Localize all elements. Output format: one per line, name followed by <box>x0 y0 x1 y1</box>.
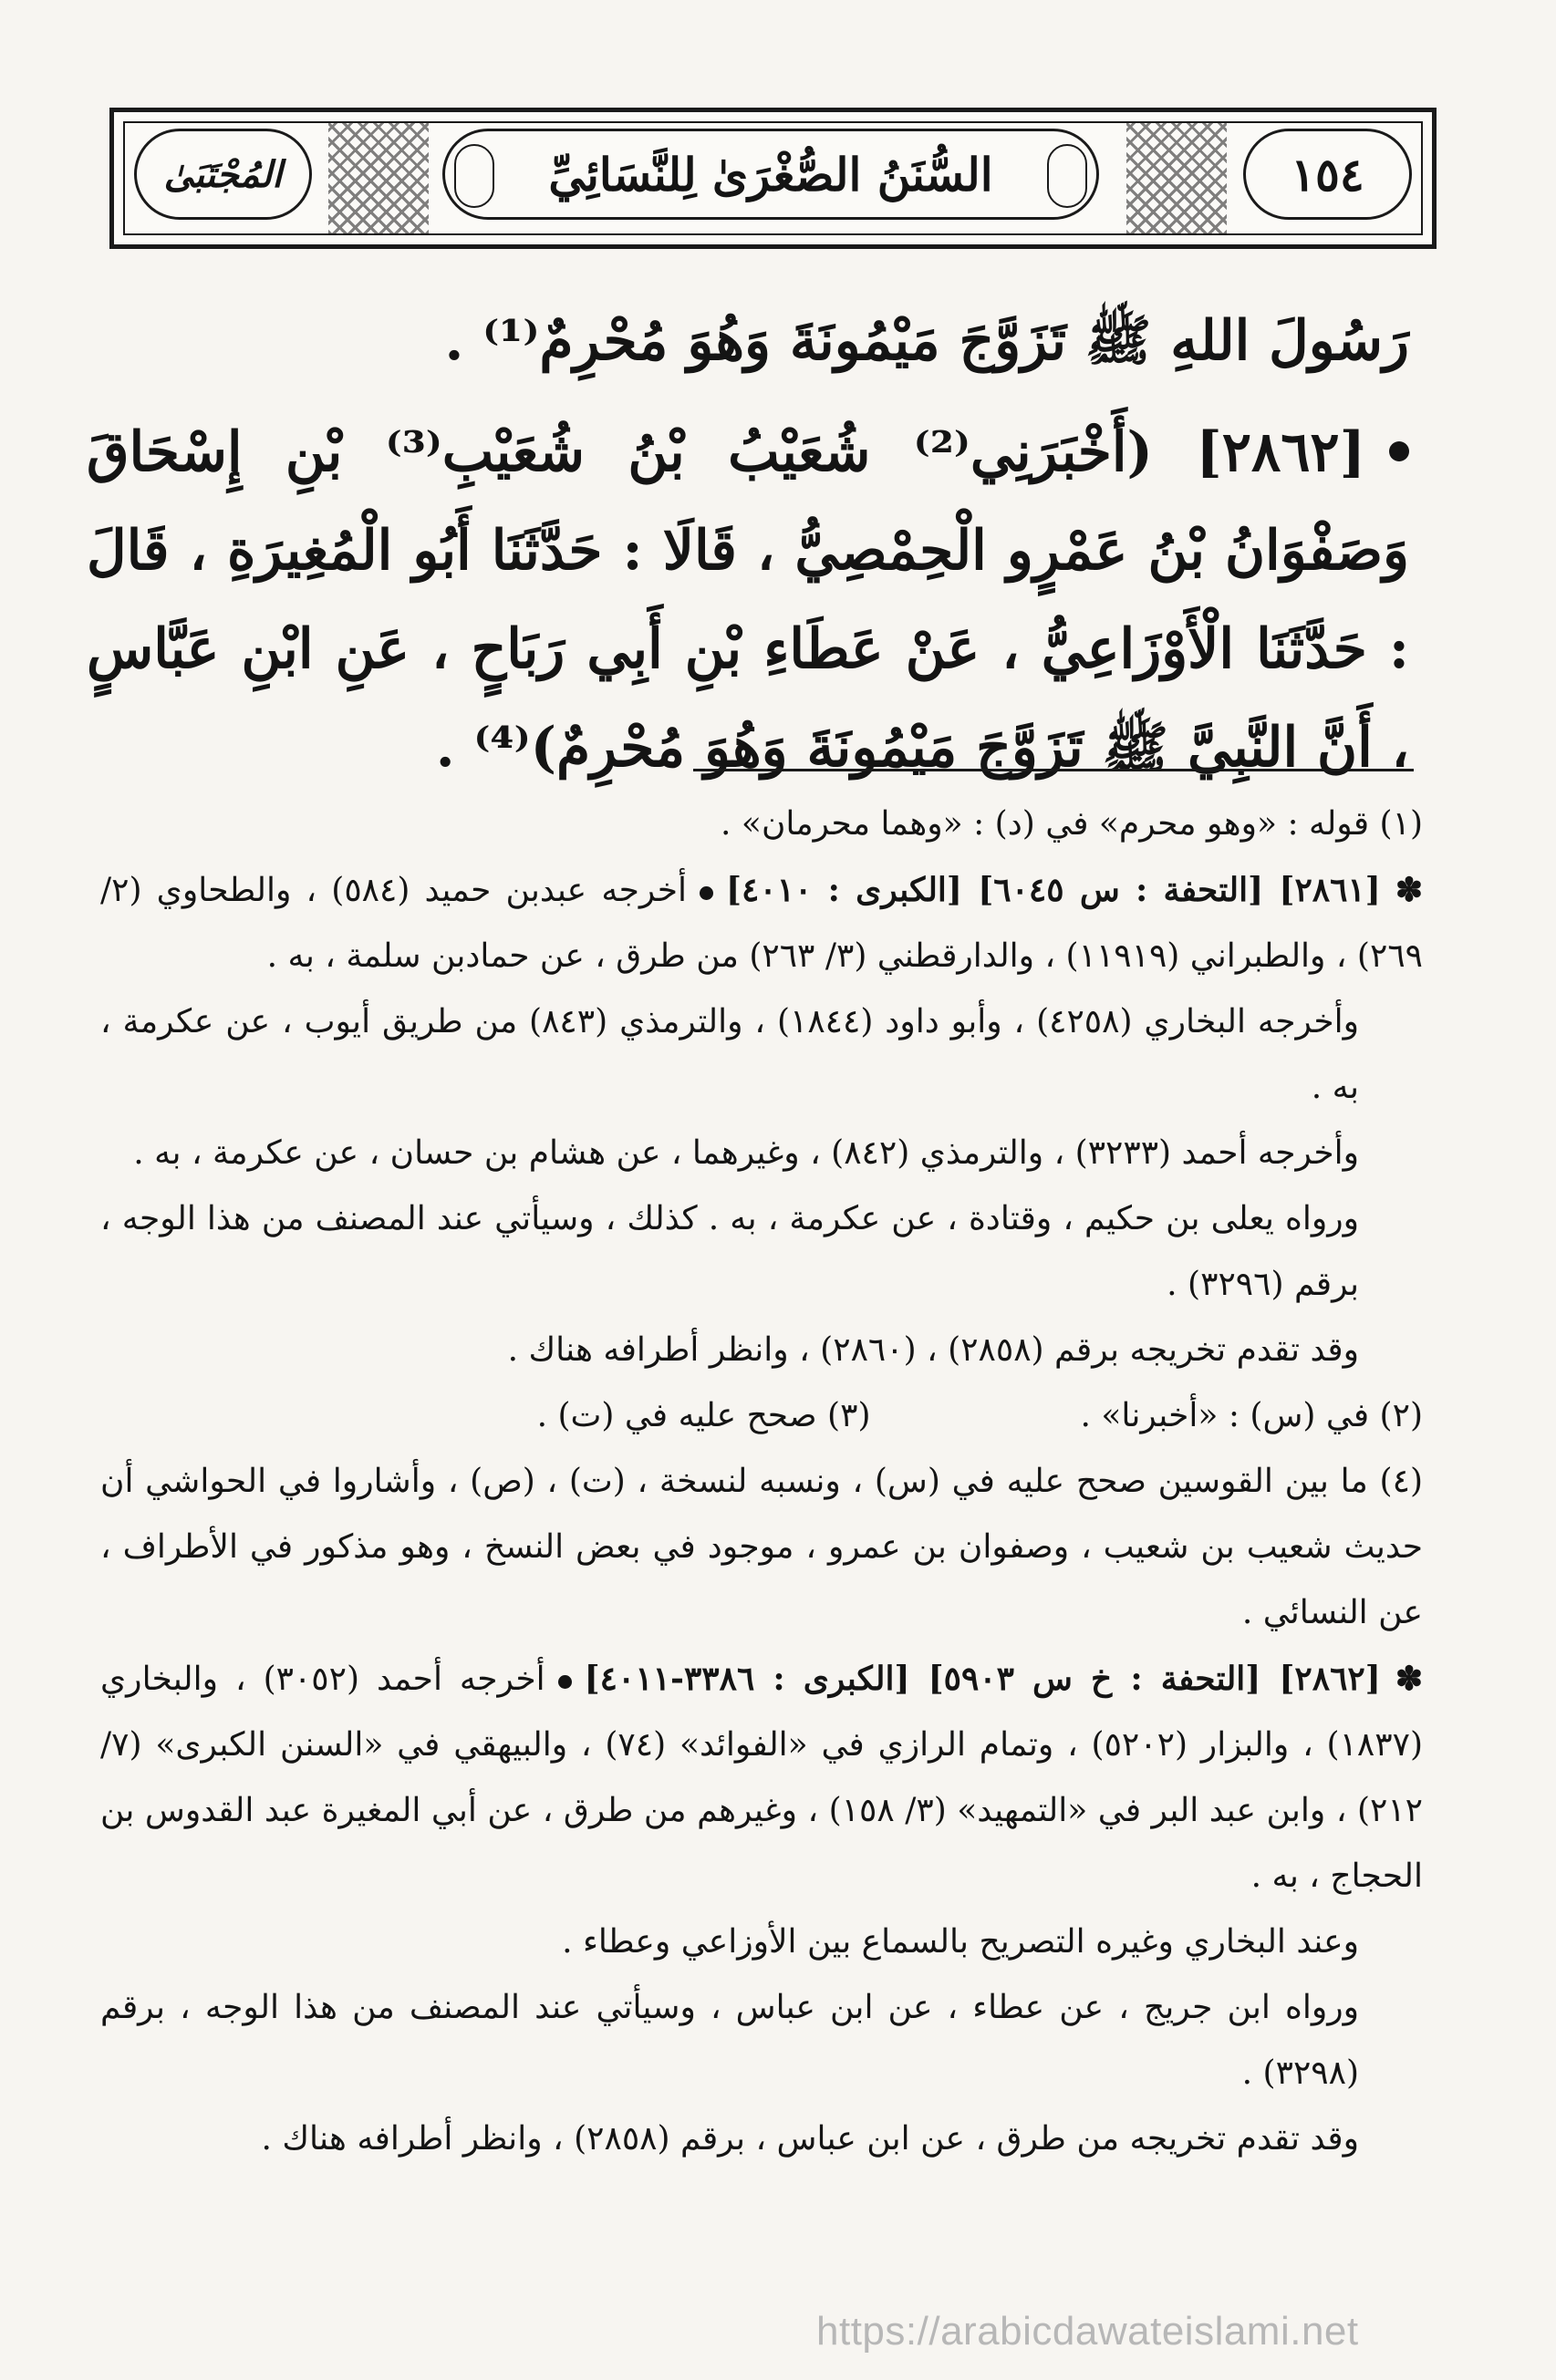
page-header <box>109 108 1437 249</box>
takhrij-2861-p3: وأخرجه أحمد (٣٢٣٣) ، والترمذي (٨٤٢) ، وغيرهما ، عن هشام بن حسان ، عن عكرمة ، به . <box>133 1134 1359 1172</box>
hadith-previous-tail: رَسُولَ اللهِ ﷺ تَزَوَّجَ مَيْمُونَةَ وَهُوَ مُحْرِمٌ⁽¹⁾ . <box>444 309 1409 373</box>
footnote-1: (١) قوله : «وهو محرم» في (د) : «وهما محرمان» . <box>721 805 1423 843</box>
footnote-2: (٢) في (س) : «أخبرنا» . <box>1080 1397 1423 1434</box>
takhrij-2862-p3: ورواه ابن جريج ، عن عطاء ، عن ابن عباس ، وسيأتي عند المصنف من هذا الوجه ، برقم (٣٢٩٨) . <box>100 1989 1359 2092</box>
dot-icon <box>558 1675 572 1689</box>
footnote-4: (٤) ما بين القوسين صحح عليه في (س) ، ونسبه لنسخة ، (ت) ، (ص) ، وأشاروا في الحواشي أن حديث شعيب بن شعيب ، وصفوان بن عمرو ، موجود في بعض النسخ ، وهو مذكور في الأطراف ، عن النسائي . <box>100 1463 1423 1631</box>
takhrij-2861-tag: [٢٨٦١] [التحفة : س ٦٠٤٥] [الكبرى : ٤٠١٠] <box>726 871 1381 909</box>
ornament-left <box>328 123 429 233</box>
book-logo: المُجْتَبَىٰ <box>163 152 283 196</box>
main-text <box>87 292 1409 810</box>
book-title: السُّنَنُ الصُّغْرَىٰ لِلنَّسَائِيِّ <box>548 147 993 202</box>
takhrij-2861-p5: وقد تقدم تخريجه برقم (٢٨٥٨) ، (٢٨٦٠) ، وانظر أطرافه هناك . <box>507 1331 1359 1369</box>
takhrij-2861-p2: وأخرجه البخاري (٤٢٥٨) ، وأبو داود (١٨٤٤) ، والترمذي (٨٤٣) من طريق أيوب ، عن عكرمة ، به . <box>100 1003 1359 1106</box>
ornament-right <box>1126 123 1227 233</box>
takhrij-2861 <box>100 857 1423 989</box>
dot-icon <box>700 886 713 900</box>
takhrij-2862 <box>100 1646 1423 1909</box>
page-number-cartouche <box>1243 129 1412 220</box>
asterisk-icon: ✽ <box>1395 871 1423 909</box>
hadith-number: [٢٨٦٢] <box>1196 420 1366 484</box>
takhrij-2862-text: أخرجه أحمد (٣٠٥٢) ، والبخاري (١٨٣٧) ، والبزار (٥٢٠٢) ، وتمام الرازي في «الفوائد» (٧٤) ، والبيهقي في «السنن الكبرى» (٧/ ٢١٢) ، وابن عبد البر في «التمهيد» (٣/ ١٥٨) ، وغيرهم من طرق ، عن أبي المغيرة عبد القدوس بن الحجاج ، به . <box>100 1661 1424 1895</box>
hadith-2862 <box>87 403 1409 797</box>
hadith-text: (أَخْبَرَنِي⁽²⁾ شُعَيْبُ بْنُ شُعَيْبِ⁽³⁾ بْنِ إِسْحَاقَ وَصَفْوَانُ بْنُ عَمْرٍو الْحِمْصِيُّ ، قَالَا : حَدَّثَنَا أَبُو الْمُغِيرَةِ ، قَالَ : حَدَّثَنَا الْأَوْزَاعِيُّ ، عَنْ عَطَاءِ بْنِ أَبِي رَبَاحٍ ، عَنِ ابْنِ عَبَّاسٍ ، أَنَّ النَّبِيَّ ﷺ تَزَوَّجَ مَيْمُونَةَ وَهُوَ مُحْرِمٌ)⁽⁴⁾ . <box>87 420 1409 780</box>
footnotes-2-3 <box>100 1383 1423 1449</box>
takhrij-2861-p4: ورواه يعلى بن حكيم ، وقتادة ، عن عكرمة ، به . كذلك ، وسيأتي عند المصنف من هذا الوجه ، برقم (٣٢٩٦) . <box>100 1200 1359 1303</box>
watermark-url: https://arabicdawateislami.net <box>816 2309 1359 2354</box>
takhrij-2862-p4: وقد تقدم تخريجه من طرق ، عن ابن عباس ، برقم (٢٨٥٨) ، وانظر أطرافه هناك . <box>261 2120 1359 2158</box>
asterisk-icon: ✽ <box>1395 1660 1423 1698</box>
takhrij-2862-tag: [٢٨٦٢] [التحفة : خ س ٥٩٠٣] [الكبرى : ٣٣٨٦-٤٠١١] <box>584 1660 1381 1698</box>
title-cartouche <box>442 129 1099 220</box>
footnotes <box>100 792 1423 2172</box>
takhrij-2861-text: أخرجه عبدبن حميد (٥٨٤) ، والطحاوي (٢/ ٢٦٩) ، والطبراني (١١٩١٩) ، والدارقطني (٣/ ٢٦٣) من طرق ، عن حمادبن سلمة ، به . <box>100 872 1423 975</box>
takhrij-2862-p2: وعند البخاري وغيره التصريح بالسماع بين الأوزاعي وعطاء . <box>562 1923 1359 1961</box>
page-number: ١٥٤ <box>1291 147 1364 202</box>
footnote-divider <box>693 769 1414 771</box>
book-logo-cartouche <box>134 129 312 220</box>
hadith-bullet-icon <box>1389 441 1409 461</box>
footnote-3: (٣) صحح عليه في (ت) . <box>536 1397 871 1434</box>
